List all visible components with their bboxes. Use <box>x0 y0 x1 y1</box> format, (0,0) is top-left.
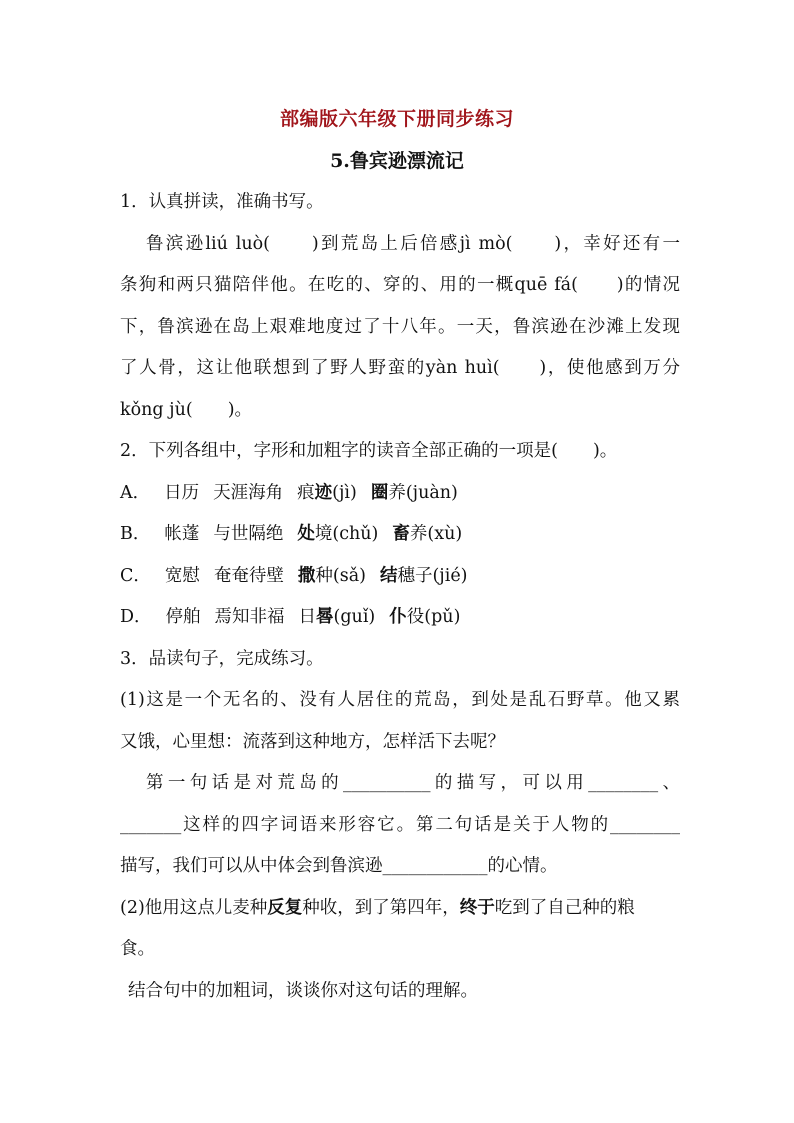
option-word-3-post: (guǐ) <box>333 607 376 627</box>
option-word-3-post: 种(sǎ) <box>315 565 366 586</box>
q3-p2-text-c: 种收，到了第四年， <box>302 897 460 918</box>
option-word-4 <box>380 566 468 586</box>
q1-line-2: 条狗和两只猫陪伴他。在吃的、穿的、用的一概quē fá( )的情况 <box>120 275 680 295</box>
q3-p2-text-a: (2)他用这点儿麦种 <box>120 897 268 918</box>
option-word-2: 奄奄待壁 <box>213 565 284 586</box>
option-word-1: 日历 <box>164 482 200 503</box>
q3-fill-line-1: 第一句话是对荒岛的__________的描写，可以用________、 <box>146 773 680 793</box>
option-word-2: 天涯海角 <box>213 482 284 503</box>
q1-line-4: 了人骨，这让他联想到了野人野蛮的yàn huì( )，使他感到万分 <box>120 358 680 378</box>
q3-p2-bold-word-2: 终于 <box>459 897 495 918</box>
option-word-4-post: 养(xù) <box>409 524 463 544</box>
option-word-3-pre: 日 <box>298 607 317 627</box>
q1-line-5: kǒng jù( )。 <box>120 399 253 420</box>
option-word-4 <box>392 524 462 544</box>
q3-p1-line-2: 又饿，心里想：流落到这种地方，怎样活下去呢？ <box>120 731 505 752</box>
option-word-3-post: 境(chǔ) <box>314 524 379 544</box>
option-word-1: 宽慰 <box>164 565 200 586</box>
q3-heading: 3．品读句子，完成练习。 <box>120 648 324 669</box>
q1-heading: 1．认真拼读，准确书写。 <box>120 192 324 212</box>
option-word-4-bold: 结 <box>379 565 398 586</box>
option-word-4-bold: 圈 <box>370 482 389 503</box>
option-word-4 <box>371 483 458 503</box>
option-word-4-bold: 仆 <box>389 607 407 627</box>
option-word-3-bold: 迹 <box>314 482 333 503</box>
q2-heading: 2．下列各组中，字形和加粗字的读音全部正确的一项是( )。 <box>120 441 618 461</box>
q2-option-a <box>120 473 680 515</box>
worksheet-content <box>120 182 680 1012</box>
option-word-3-bold: 晷 <box>316 607 334 627</box>
q1-line-1: 鲁滨逊liú luò( )到荒岛上后倍感jì mò( )，幸好还有一 <box>146 233 680 254</box>
option-word-3-post: (jì) <box>332 482 357 503</box>
option-letter: B． <box>120 524 151 544</box>
option-letter: C． <box>120 565 151 586</box>
option-letter: A． <box>120 482 151 503</box>
q1-line-3: 下，鲁滨逊在岛上艰难地度过了十八年。一天，鲁滨逊在沙滩上发现 <box>120 316 680 337</box>
option-word-4-post: 养(juàn) <box>388 482 458 503</box>
option-word-3-pre: 痕 <box>297 482 315 503</box>
option-word-4-post: 穗子(jié) <box>397 565 468 586</box>
option-word-3-bold: 撒 <box>297 565 316 586</box>
option-word-3 <box>299 607 376 627</box>
q3-p1-line-1: (1)这是一个无名的、没有人居住的荒岛，到处是乱石野草。他又累 <box>120 690 680 710</box>
option-word-4 <box>389 607 460 627</box>
option-word-4-bold: 畜 <box>392 524 410 544</box>
option-word-1: 帐蓬 <box>164 524 200 544</box>
q2-option-d <box>120 597 680 639</box>
option-word-1: 停舶 <box>165 607 201 627</box>
q3-p2-task: 结合句中的加粗词，谈谈你对这句话的理解。 <box>128 980 478 1001</box>
option-word-4-post: 役(pǔ) <box>406 607 461 627</box>
option-word-2: 与世隔绝 <box>213 524 284 544</box>
option-word-3 <box>297 483 357 503</box>
option-letter: D． <box>120 607 152 627</box>
q3-p2-line-2: 食。 <box>120 939 155 959</box>
option-word-3 <box>297 524 378 544</box>
q3-fill-line-2: _______这样的四字词语来形容它。第二句话是关于人物的________ <box>120 814 680 835</box>
q3-fill-line-3: 描写，我们可以从中体会到鲁滨逊____________的心情。 <box>120 856 558 876</box>
option-word-2: 焉知非福 <box>214 607 285 627</box>
q3-p2-bold-word-1: 反复 <box>267 897 303 918</box>
q2-option-c <box>120 556 680 598</box>
q2-option-b <box>120 514 680 556</box>
q3-p2-line-1 <box>120 888 680 930</box>
page-title: 部编版六年级下册同步练习 <box>279 108 514 130</box>
lesson-title: 5.鲁宾逊漂流记 <box>330 150 464 172</box>
option-word-3-bold: 处 <box>297 524 315 544</box>
option-word-3 <box>298 566 366 586</box>
q3-p2-text-e: 吃到了自己种的粮 <box>494 897 635 918</box>
